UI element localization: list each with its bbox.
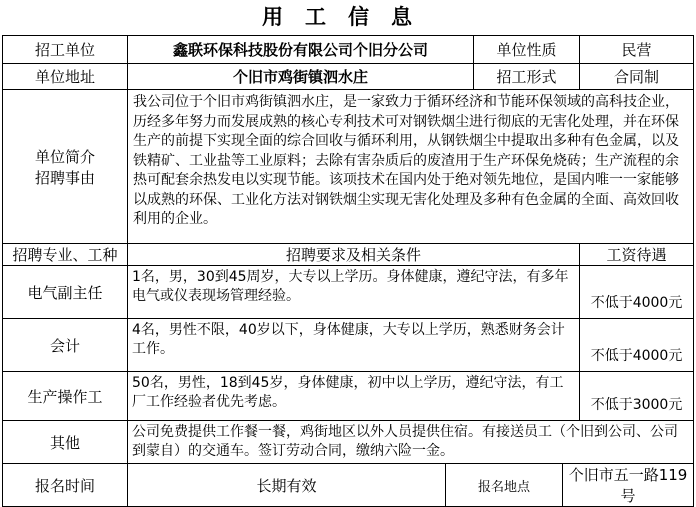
apply-time-value: 长期有效 [128, 464, 446, 507]
intro-row [3, 90, 694, 244]
employer-value: 鑫联环保科技股份有限公司个旧分公司 [128, 36, 474, 64]
job-position: 生产操作工 [3, 372, 128, 421]
intro-label-line-2: 招聘事由 [34, 168, 95, 187]
job-row [3, 319, 694, 372]
other-label: 其他 [3, 421, 128, 464]
address-label: 单位地址 [3, 64, 128, 90]
job-row [3, 372, 694, 421]
apply-place-value: 个旧市五一路119号 [563, 464, 694, 507]
job-position: 会计 [3, 319, 128, 372]
employer-row [3, 36, 694, 64]
job-position: 电气副主任 [3, 266, 128, 319]
nature-label: 单位性质 [474, 36, 580, 64]
intro-text: 我公司位于个旧市鸡街镇泗水庄，是一家致力于循环经济和节能环保领域的高科技企业，历经多年努力而发展成熟的核心专利技术可对钢铁烟尘进行彻底的无害化处理，并在环保生产的前提下实现全面的综合回收与循环利用，从钢铁烟尘中提取出多种有色金属，以及铁精矿、工业盐等工业原料；去除有害杂质后的废渣用于生产环保免烧砖；生产流程的余热可配套余热发电以实现节能。该项技术在国内处于绝对领先地位，是国内唯一一家能够以成熟的环保、工业化方法对钢铁烟尘实现无害化处理及多种有色金属的全面、高效回收利用的企业。 [128, 90, 694, 244]
footer-row [3, 464, 694, 507]
intro-label-line-1: 单位简介 [34, 147, 95, 166]
address-value: 个旧市鸡街镇泗水庄 [128, 64, 474, 90]
other-row [3, 421, 694, 464]
header-row [3, 244, 694, 266]
job-requirements: 4名，男性不限，40岁以下，身体健康，大专以上学历，熟悉财务会计工作。 [128, 319, 580, 372]
employer-label: 招工单位 [3, 36, 128, 64]
address-row [3, 64, 694, 90]
page-title: 用工信息 [262, 5, 434, 29]
job-requirements: 50名，男性，18到45岁，身体健康，初中以上学历，遵纪守法，有工厂工作经验者优先考虑。 [128, 372, 580, 421]
form-label: 招工形式 [474, 64, 580, 90]
other-text: 公司免费提供工作餐一餐，鸡街地区以外人员提供住宿。有接送员工（个旧到公司、公司到蒙自）的交通车。签订劳动合同，缴纳六险一金。 [128, 421, 694, 464]
requirements-header: 招聘要求及相关条件 [128, 244, 580, 266]
nature-value: 民营 [580, 36, 694, 64]
job-salary: 不低于3000元 [580, 372, 694, 421]
intro-label [3, 90, 128, 244]
position-header: 招聘专业、工种 [3, 244, 128, 266]
job-requirements: 1名，男，30到45周岁，大专以上学历。身体健康，遵纪守法，有多年电气或仪表现场管理经验。 [128, 266, 580, 319]
apply-place-label: 报名地点 [446, 464, 563, 507]
apply-time-label: 报名时间 [3, 464, 128, 507]
salary-header: 工资待遇 [580, 244, 694, 266]
job-salary: 不低于4000元 [580, 266, 694, 319]
job-info-table [2, 35, 694, 507]
job-salary: 不低于4000元 [580, 319, 694, 372]
job-row [3, 266, 694, 319]
form-value: 合同制 [580, 64, 694, 90]
